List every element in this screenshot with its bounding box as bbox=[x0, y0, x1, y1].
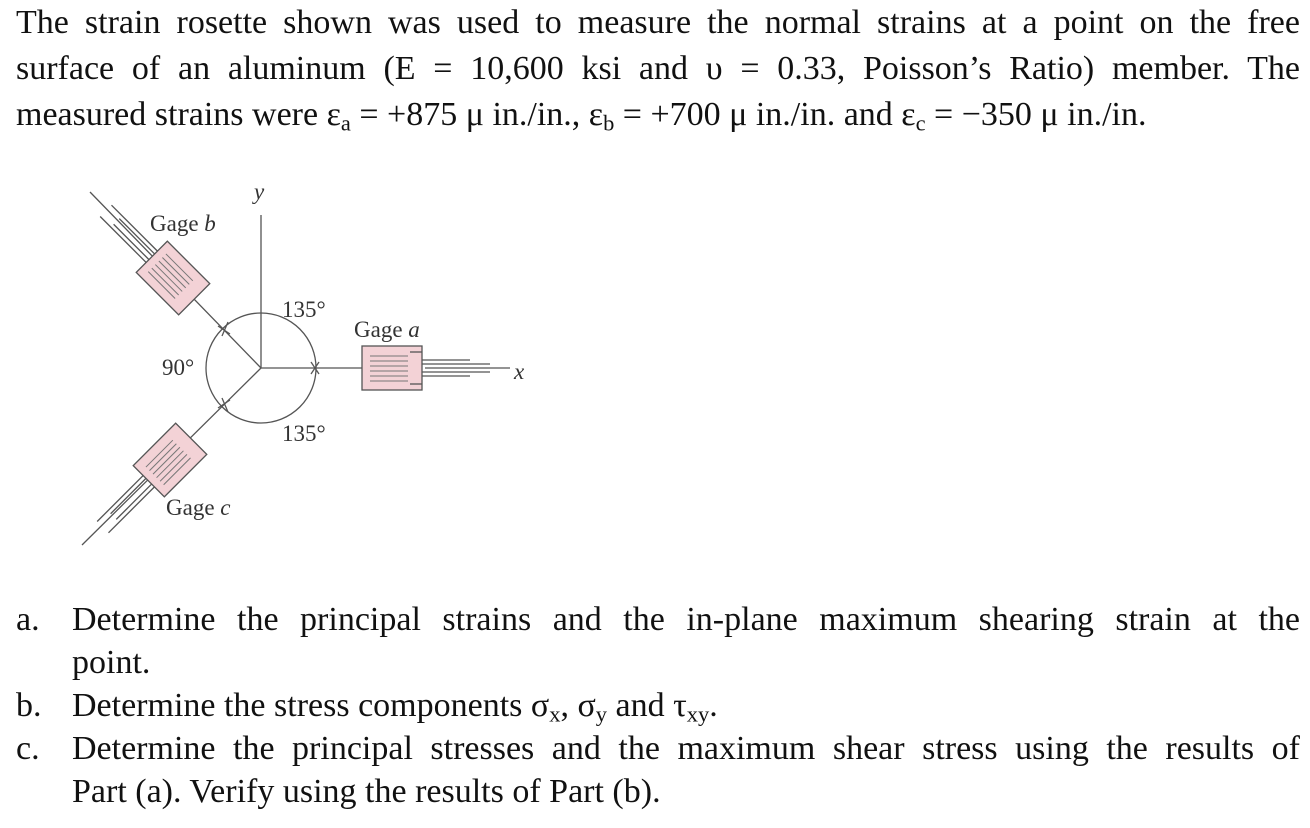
question-b bbox=[16, 684, 1300, 727]
statement-line-1: The strain rosette shown was used to measure the normal strains at a point on the free bbox=[16, 4, 1300, 41]
y-axis-label: y bbox=[254, 179, 265, 204]
question-c bbox=[16, 727, 1300, 813]
question-b-letter: b. bbox=[16, 687, 42, 724]
strain-rosette-figure bbox=[70, 170, 550, 560]
question-list bbox=[16, 598, 1300, 813]
strain-c-value: = −350 μ in./in. bbox=[925, 96, 1147, 133]
strain-c-prefix: = +700 μ in./in. and ε bbox=[614, 96, 916, 133]
question-c-text: Determine the principal stresses and the maximum shear stress using the results of Part (a). Verify using the results of Part (b). bbox=[72, 730, 1300, 810]
gage-a-label: Gage a bbox=[354, 317, 420, 342]
question-a-text: Determine the principal strains and the in-plane maximum shearing strain at the point. bbox=[72, 601, 1300, 681]
subscript-b: b bbox=[603, 110, 615, 136]
question-a-letter: a. bbox=[16, 601, 40, 638]
question-c-letter: c. bbox=[16, 730, 40, 767]
question-b-text: Determine the stress components $\sigma_x$, $\sigma_y$ and $\tau_{xy}$. bbox=[72, 687, 718, 727]
gage-c bbox=[87, 423, 207, 543]
statement-line-3 bbox=[16, 92, 1300, 138]
subscript-c: c bbox=[915, 110, 926, 136]
strain-b-prefix: = +875 μ in./in., ε bbox=[350, 96, 604, 133]
angle-label-left: 90° bbox=[162, 355, 195, 380]
question-a bbox=[16, 598, 1300, 684]
angle-label-bottom: 135° bbox=[282, 421, 326, 446]
angle-label-top: 135° bbox=[282, 297, 326, 322]
rosette-diagram bbox=[70, 170, 550, 560]
statement-line-2: surface of an aluminum (E = 10,600 ksi and υ = 0.33, Poisson’s Ratio) member. The bbox=[16, 50, 1300, 87]
gage-c-label: Gage c bbox=[166, 495, 231, 520]
x-axis-label: x bbox=[514, 359, 525, 384]
gage-b-label: Gage b bbox=[150, 211, 216, 236]
problem-statement bbox=[16, 0, 1300, 138]
strain-a-prefix: measured strains were ε bbox=[16, 96, 341, 133]
subscript-a: a bbox=[340, 110, 351, 136]
